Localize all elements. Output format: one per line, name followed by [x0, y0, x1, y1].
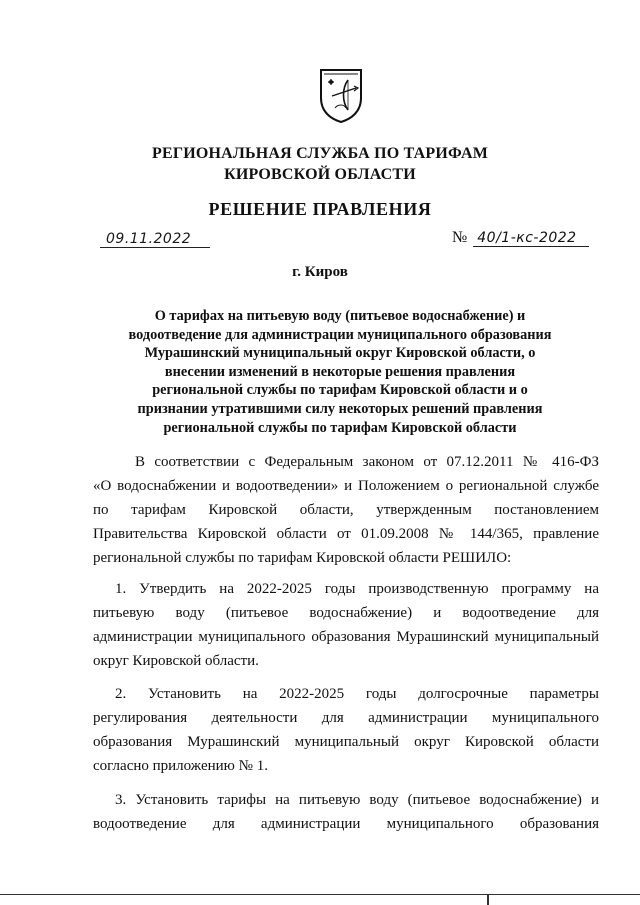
- page-bottom-mark: [487, 895, 489, 905]
- kirov-coat-of-arms-icon: [318, 68, 364, 124]
- subject-line: О тарифах на питьевую воду (питьевое водоснабжение) и: [154, 308, 526, 324]
- document-type-title: РЕШЕНИЕ ПРАВЛЕНИЯ: [208, 199, 432, 219]
- org-name-line1: РЕГИОНАЛЬНАЯ СЛУЖБА ПО ТАРИФАМ: [151, 145, 489, 162]
- body-line: администрации муниципального образования Мурашинский муниципальный: [93, 629, 599, 645]
- body-line: питьевую воду (питьевое водоснабжение) и водоотведение для: [93, 605, 599, 621]
- subject-line: региональной службы по тарифам Кировской области и о: [152, 382, 528, 399]
- number-sign: №: [452, 229, 468, 246]
- body-line: по тарифам Кировской области, утвержденным постановлением: [93, 502, 599, 518]
- subject-line: внесении изменений в некоторые решения правления: [164, 363, 516, 380]
- subject-line: признании утратившими силу некоторых решений правления: [137, 400, 543, 417]
- subject-line: региональной службы по тарифам Кировской области: [163, 419, 517, 436]
- subject-line: водоотведение для администрации муниципального образования: [128, 326, 552, 343]
- body-line: «О водоснабжении и водоотведении» и Положением о региональной службе: [93, 478, 599, 494]
- document-date: 09.11.2022: [100, 231, 210, 248]
- org-name-line2: КИРОВСКОЙ ОБЛАСТИ: [224, 166, 416, 183]
- preamble-paragraph: [93, 450, 599, 570]
- document-subject: [100, 307, 580, 437]
- body-line: В соответствии с Федеральным законом от 07.12.2011 № 416-ФЗ: [135, 454, 599, 470]
- body-line: Правительства Кировской области от 01.09.2008 № 144/365, правление: [93, 526, 599, 542]
- body-line: 1. Утвердить на 2022-2025 годы производственную программу на: [115, 581, 599, 597]
- body-line: округ Кировской области.: [93, 653, 259, 669]
- document-number-block: [452, 229, 589, 247]
- city-line: г. Киров: [292, 264, 348, 280]
- document-number: 40/1-кс-2022: [473, 230, 589, 247]
- item-3-paragraph: [93, 788, 599, 836]
- body-line: 3. Установить тарифы на питьевую воду (питьевое водоснабжение) и: [115, 792, 599, 808]
- page-bottom-divider: [0, 894, 640, 895]
- subject-line: Мурашинский муниципальный округ Кировской области, о: [144, 345, 536, 362]
- body-line: 2. Установить на 2022-2025 годы долгосрочные параметры: [115, 686, 599, 702]
- body-line: образования Мурашинский муниципальный округ Кировской области: [93, 734, 599, 750]
- item-1-paragraph: [93, 577, 599, 673]
- body-line: регулирования деятельности для администрации муниципального: [93, 710, 599, 726]
- body-line: региональной службы по тарифам Кировской области РЕШИЛО:: [93, 550, 512, 566]
- body-line: согласно приложению № 1.: [93, 758, 268, 774]
- body-line: водоотведение для администрации муниципального образования: [93, 816, 599, 832]
- item-2-paragraph: [93, 682, 599, 778]
